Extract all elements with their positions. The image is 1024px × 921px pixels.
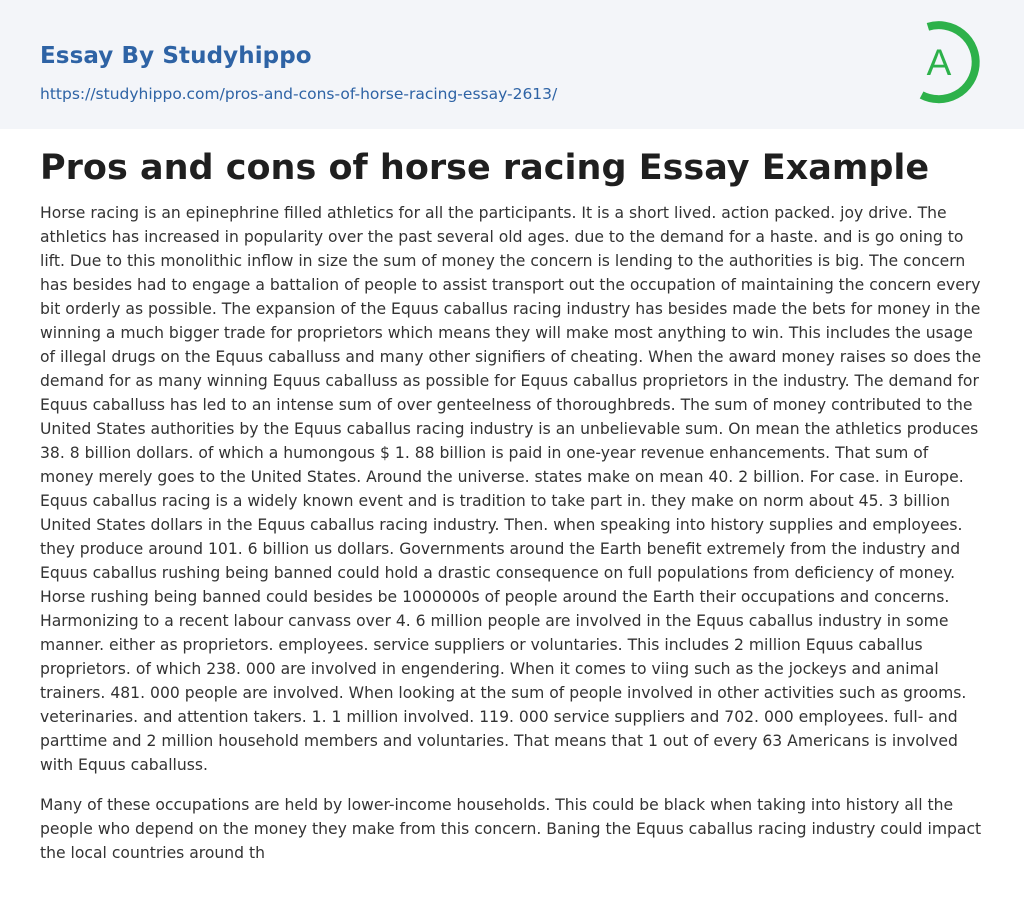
page-title: Pros and cons of horse racing Essay Example (40, 148, 930, 188)
logo-letter: A (926, 42, 952, 83)
site-header (0, 0, 1024, 129)
site-title[interactable]: Essay By Studyhippo (40, 43, 312, 69)
article-paragraph: Horse racing is an epinephrine filled athletics for all the participants. It is a short lived. action packed. joy drive. The athletics has increased in popularity over the past several old ages. due to the demand for a haste. and is go oning to lift. Due to this monolithic inflow in size the sum of money the concern is lending to the authorities is big. The concern has besides had to engage a battalion of people to assist transport out the occupation of maintaining the concern every bit orderly as possible. The expansion of the Equus caballus racing industry has besides made the bets for money in the winning a much bigger trade for proprietors which means they will make most anything to win. This includes the usage of illegal drugs on the Equus caballuss and many other signifiers of cheating. When the award money raises so does the demand for as many winning Equus caballuss as possible for Equus caballus proprietors in the industry. The demand for Equus caballuss has led to an intense sum of over genteelness of thoroughbreds. The sum of money contributed to the United States authorities by the Equus caballus racing industry is an unbelievable sum. On mean the athletics produces 38. 8 billion dollars. of which a humongous $ 1. 88 billion is paid in one-year revenue enhancements. That sum of money merely goes to the United States. Around the universe. states make on mean 40. 2 billion. For case. in Europe. Equus caballus racing is a widely known event and is tradition to take part in. they make on norm about 45. 3 billion United States dollars in the Equus caballus racing industry. Then. when speaking into history supplies and employees. they produce around 101. 6 billion us dollars. Governments around the Earth benefit extremely from the industry and Equus caballus rushing being banned could hold a drastic consequence on full populations from deficiency of money. Horse rushing being banned could besides be 1000000s of people around the Earth their occupations and concerns. Harmonizing to a recent labour canvass over 4. 6 million people are involved in the Equus caballus industry in some manner. either as proprietors. employees. service suppliers or voluntaries. This includes 2 million Equus caballus proprietors. of which 238. 000 are involved in engendering. When it comes to viing such as the jockeys and animal trainers. 481. 000 people are involved. When looking at the sum of people involved in other activities such as grooms. veterinaries. and attention takers. 1. 1 million involved. 119. 000 service suppliers and 702. 000 employees. full- and parttime and 2 million household members and voluntaries. That means that 1 out of every 63 Americans is involved with Equus caballuss. (40, 204, 982, 774)
article-body (40, 201, 984, 881)
article-paragraph: Many of these occupations are held by lower-income households. This could be black when taking into history all the people who depend on the money they make from this concern. Baning the Equus caballus racing industry could impact the local countries around th (40, 796, 982, 862)
studyhippo-logo-icon[interactable] (902, 16, 992, 108)
article-url-link[interactable]: https://studyhippo.com/pros-and-cons-of-horse-racing-essay-2613/ (40, 85, 558, 103)
